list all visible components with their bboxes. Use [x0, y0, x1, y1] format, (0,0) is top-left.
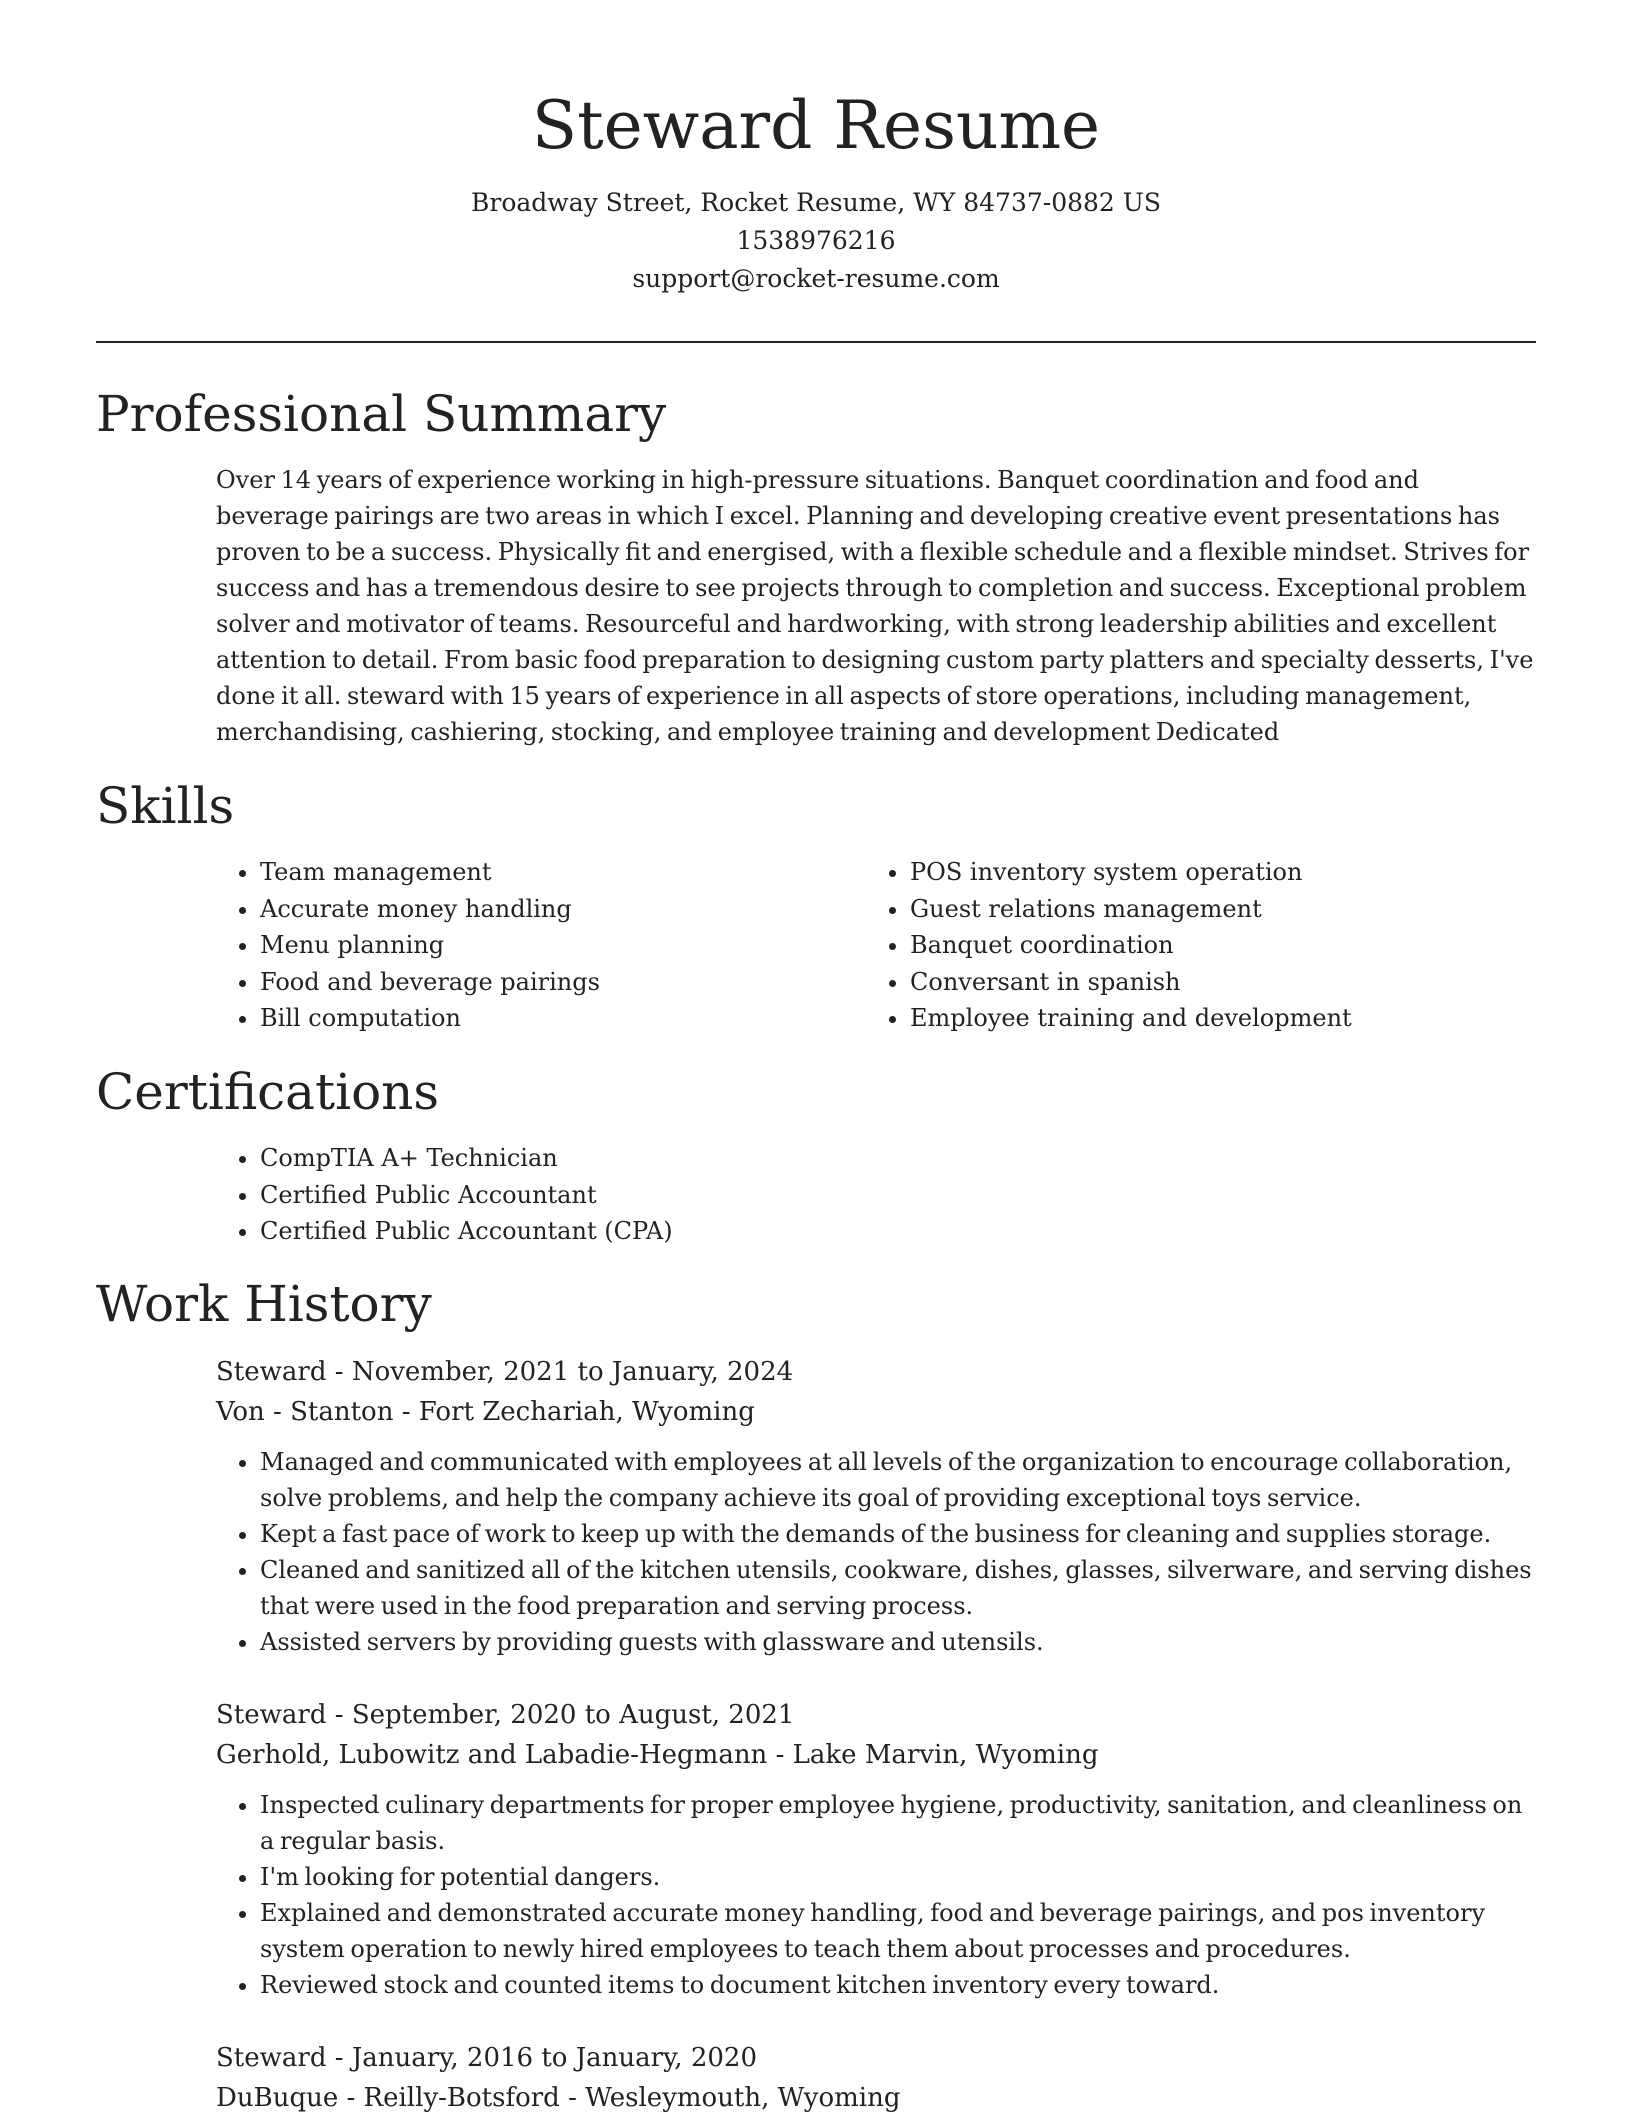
job-title-line: Steward - January, 2016 to January, 2020 [216, 2043, 757, 2073]
job-title: Steward [216, 1700, 327, 1730]
list-item: • I'm looking for potential dangers. [260, 1859, 1536, 1895]
list-item: • Employee training and development [910, 1000, 1352, 1037]
job-title: Steward [216, 1357, 327, 1387]
job-location: Fort Zechariah, Wyoming [418, 1397, 755, 1427]
duties-list [216, 1444, 1536, 1660]
phone: 1538976216 [736, 226, 896, 255]
list-item: • Accurate money handling [260, 891, 600, 928]
skills-list-left [216, 854, 600, 1037]
job-company-line: Von - Stanton - Fort Zechariah, Wyoming [216, 1397, 755, 1427]
job-entry [216, 2038, 1536, 2118]
list-item: • Certified Public Accountant [260, 1177, 673, 1214]
address: Broadway Street, Rocket Resume, WY 84737-0882 US [471, 188, 1161, 217]
job-title-line: Steward - September, 2020 to August, 2021 [216, 1700, 795, 1730]
job-location: Wesleymouth, Wyoming [585, 2083, 901, 2113]
job-company-line: DuBuque - Reilly-Botsford - Wesleymouth, Wyoming [216, 2083, 901, 2113]
job-title: Steward [216, 2043, 327, 2073]
list-item: • Inspected culinary departments for proper employee hygiene, productivity, sanitation, and cleanliness on a regular basis. [260, 1787, 1536, 1859]
list-item: • Food and beverage pairings [260, 964, 600, 1001]
list-item: • Certified Public Accountant (CPA) [260, 1213, 673, 1250]
list-item: • Bill computation [260, 1000, 600, 1037]
list-item: • Assisted servers by providing guests with glassware and utensils. [260, 1624, 1536, 1660]
summary-heading: Professional Summary [96, 385, 667, 443]
job-entry [216, 1695, 1536, 2003]
summary-text: Over 14 years of experience working in high-pressure situations. Banquet coordination and food and beverage pairings are two areas in which I excel. Planning and developing creative event presentations has proven to be a success. Physically fit and energised, with a flexible schedule and a flexible mindset. Strives for success and has a tremendous desire to see projects through to completion and success. Exceptional problem solver and motivator of teams. Resourceful and hardworking, with strong leadership abilities and excellent attention to detail. From basic food preparation to designing custom party platters and specialty desserts, I've done it all. steward with 15 years of experience in all aspects of store operations, including management, merchandising, cashiering, stocking, and employee training and development Dedicated [216, 466, 1534, 746]
job-company: Von - Stanton [216, 1397, 394, 1427]
list-item: • CompTIA A+ Technician [260, 1140, 673, 1177]
skills-list-right [866, 854, 1352, 1037]
job-company-line: Gerhold, Lubowitz and Labadie-Hegmann - Lake Marvin, Wyoming [216, 1740, 1099, 1770]
list-item: • Kept a fast pace of work to keep up with the demands of the business for cleaning and supplies storage. [260, 1516, 1536, 1552]
job-company: DuBuque - Reilly-Botsford [216, 2083, 560, 2113]
duties-list [216, 1787, 1536, 2003]
certifications-heading: Certifications [96, 1063, 440, 1121]
list-item: • Team management [260, 854, 600, 891]
job-location: Lake Marvin, Wyoming [792, 1740, 1099, 1770]
list-item: • Banquet coordination [910, 927, 1352, 964]
list-item: • POS inventory system operation [910, 854, 1352, 891]
resume-header [0, 80, 1632, 298]
job-dates: September, 2020 to August, 2021 [351, 1700, 795, 1730]
work-history-heading: Work History [96, 1275, 432, 1333]
job-company: Gerhold, Lubowitz and Labadie-Hegmann [216, 1740, 768, 1770]
job-entry [216, 1352, 1536, 1660]
list-item: • Menu planning [260, 927, 600, 964]
resume-title: Steward Resume [531, 87, 1101, 164]
list-item: • Conversant in spanish [910, 964, 1352, 1001]
list-item: • Explained and demonstrated accurate money handling, food and beverage pairings, and pos inventory system operation to newly hired employees to teach them about processes and procedures. [260, 1895, 1536, 1967]
email: support@rocket-resume.com [632, 264, 1000, 293]
job-dates: November, 2021 to January, 2024 [351, 1357, 794, 1387]
job-title-line: Steward - November, 2021 to January, 2024 [216, 1357, 794, 1387]
list-item: • Guest relations management [910, 891, 1352, 928]
certifications-list [216, 1140, 673, 1250]
list-item: • Reviewed stock and counted items to document kitchen inventory every toward. [260, 1967, 1536, 2003]
list-item: • Managed and communicated with employees at all levels of the organization to encourage collaboration, solve problems, and help the company achieve its goal of providing exceptional toys service. [260, 1444, 1536, 1516]
job-dates: January, 2016 to January, 2020 [351, 2043, 757, 2073]
list-item: • Cleaned and sanitized all of the kitchen utensils, cookware, dishes, glasses, silverware, and serving dishes that were used in the food preparation and serving process. [260, 1552, 1536, 1624]
skills-heading: Skills [96, 777, 235, 835]
header-divider [96, 341, 1536, 343]
